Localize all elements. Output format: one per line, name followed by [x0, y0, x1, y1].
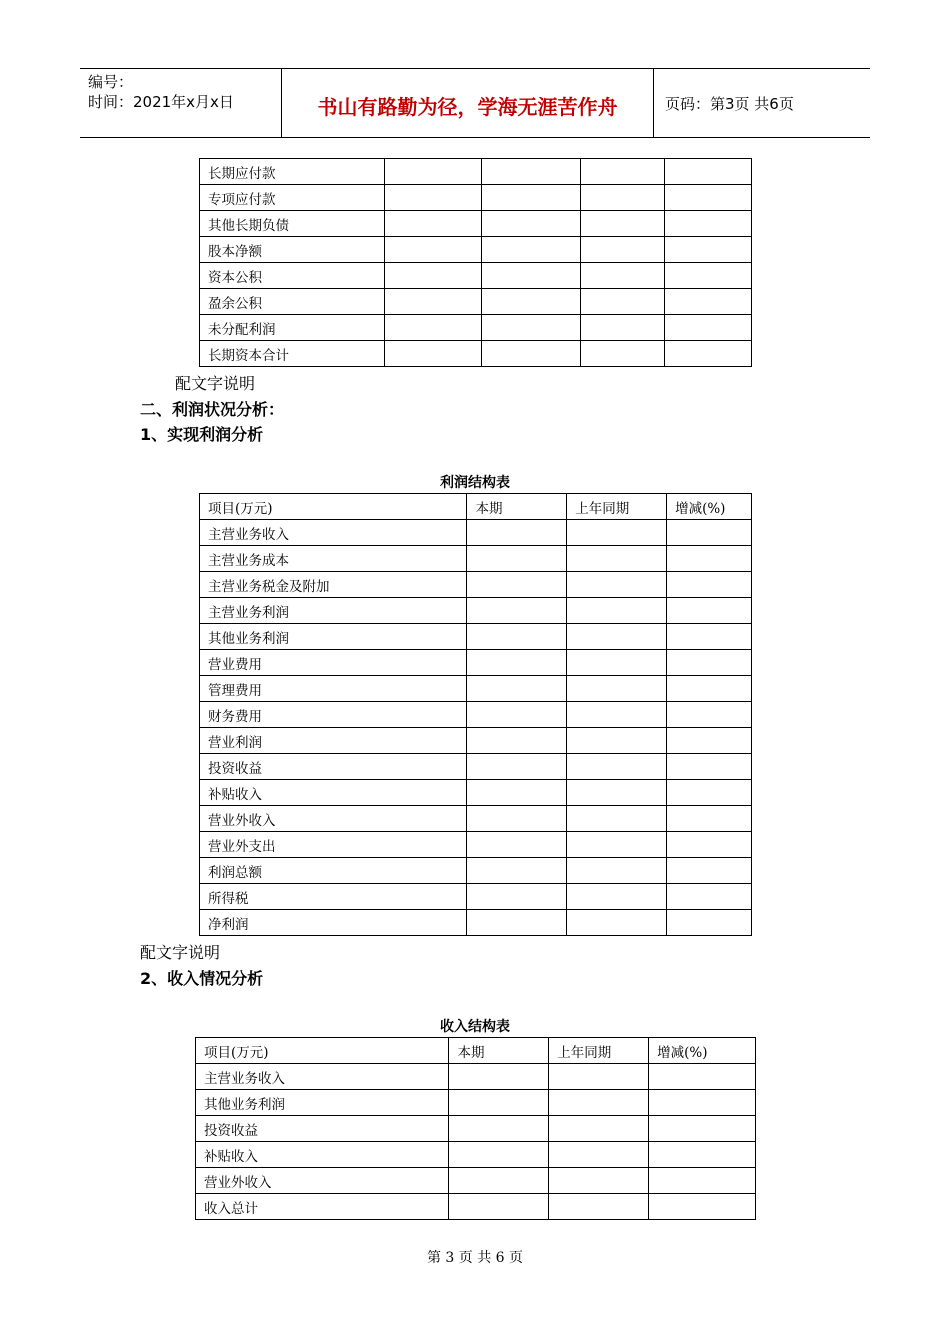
table-cell	[567, 598, 667, 624]
slogan: 书山有路勤为径，学海无涯苦作舟	[317, 95, 618, 119]
row-label: 营业外支出	[200, 832, 467, 858]
table-cell	[667, 676, 752, 702]
table-cell	[549, 1090, 649, 1116]
table-row	[200, 263, 752, 289]
table-row	[200, 520, 752, 546]
table-cell	[567, 624, 667, 650]
table-row	[196, 1194, 756, 1220]
date-label: 时间：2021年x月x日	[88, 93, 234, 111]
table-cell	[665, 211, 752, 237]
profit-structure-table	[199, 493, 752, 936]
table-row	[200, 624, 752, 650]
income-structure-table	[195, 1037, 756, 1220]
table-cell	[467, 780, 567, 806]
column-header: 项目(万元)	[196, 1038, 449, 1064]
table-cell	[449, 1194, 549, 1220]
table-cell	[581, 315, 665, 341]
table-cell	[649, 1168, 756, 1194]
table-cell	[667, 624, 752, 650]
table-row	[196, 1168, 756, 1194]
table-row	[200, 676, 752, 702]
table-cell	[467, 676, 567, 702]
table-row	[196, 1064, 756, 1090]
row-label: 其他业务利润	[196, 1090, 449, 1116]
table-header-row	[200, 494, 752, 520]
row-label: 净利润	[200, 910, 467, 936]
table-row	[200, 315, 752, 341]
table-cell	[481, 185, 581, 211]
table-cell	[667, 572, 752, 598]
table-cell	[667, 702, 752, 728]
table-cell	[549, 1064, 649, 1090]
table-row	[196, 1116, 756, 1142]
column-header: 本期	[467, 494, 567, 520]
table-row	[200, 702, 752, 728]
table-cell	[665, 341, 752, 367]
table-cell	[581, 263, 665, 289]
table-cell	[567, 702, 667, 728]
row-label: 管理费用	[200, 676, 467, 702]
row-label: 长期资本合计	[200, 341, 385, 367]
table-cell	[567, 650, 667, 676]
table-cell	[581, 185, 665, 211]
table-cell	[449, 1090, 549, 1116]
table-cell	[449, 1168, 549, 1194]
table-cell	[467, 624, 567, 650]
table-row	[200, 806, 752, 832]
table-row	[200, 237, 752, 263]
table-cell	[667, 884, 752, 910]
table-cell	[667, 598, 752, 624]
table-cell	[667, 520, 752, 546]
row-label: 主营业务收入	[200, 520, 467, 546]
column-header: 增减(%)	[649, 1038, 756, 1064]
table-cell	[567, 728, 667, 754]
row-label: 盈余公积	[200, 289, 385, 315]
row-label: 未分配利润	[200, 315, 385, 341]
table-cell	[567, 806, 667, 832]
row-label: 补贴收入	[196, 1142, 449, 1168]
profit-table-title: 利润结构表	[440, 475, 510, 491]
row-label: 其他业务利润	[200, 624, 467, 650]
row-label: 主营业务收入	[196, 1064, 449, 1090]
table-cell	[549, 1142, 649, 1168]
table-cell	[481, 211, 581, 237]
income-table-title: 收入结构表	[440, 1019, 510, 1035]
table-cell	[467, 858, 567, 884]
table-cell	[467, 572, 567, 598]
table-row	[200, 858, 752, 884]
column-header: 项目(万元)	[200, 494, 467, 520]
table-cell	[665, 159, 752, 185]
row-label: 投资收益	[196, 1116, 449, 1142]
table-cell	[567, 910, 667, 936]
row-label: 利润总额	[200, 858, 467, 884]
table-cell	[667, 650, 752, 676]
number-label: 编号：	[88, 73, 134, 91]
table-row	[200, 546, 752, 572]
table-cell	[667, 728, 752, 754]
table-cell	[567, 520, 667, 546]
table-cell	[567, 546, 667, 572]
caption-2: 配文字说明	[140, 943, 221, 962]
row-label: 主营业务税金及附加	[200, 572, 467, 598]
table-cell	[549, 1168, 649, 1194]
table-row	[200, 341, 752, 367]
table-row	[200, 211, 752, 237]
table-row	[200, 884, 752, 910]
column-header: 上年同期	[549, 1038, 649, 1064]
caption-1: 配文字说明	[175, 374, 256, 393]
table-row	[200, 728, 752, 754]
table-cell	[649, 1090, 756, 1116]
table-cell	[384, 263, 481, 289]
table-cell	[581, 237, 665, 263]
subsection-2-heading: 2、收入情况分析	[140, 969, 264, 988]
page-header	[80, 68, 870, 138]
table-row	[200, 289, 752, 315]
table-cell	[467, 832, 567, 858]
table-cell	[567, 858, 667, 884]
table-cell	[481, 237, 581, 263]
table-cell	[665, 185, 752, 211]
row-label: 长期应付款	[200, 159, 385, 185]
row-label: 营业利润	[200, 728, 467, 754]
table-cell	[581, 211, 665, 237]
row-label: 主营业务利润	[200, 598, 467, 624]
table-cell	[649, 1116, 756, 1142]
row-label: 股本净额	[200, 237, 385, 263]
table-cell	[549, 1194, 649, 1220]
table-cell	[667, 832, 752, 858]
table-cell	[649, 1194, 756, 1220]
table-cell	[384, 315, 481, 341]
subsection-1-heading: 1、实现利润分析	[140, 425, 264, 444]
table-row	[196, 1142, 756, 1168]
table-row	[200, 159, 752, 185]
table-row	[200, 754, 752, 780]
table-cell	[665, 237, 752, 263]
table-cell	[481, 159, 581, 185]
table-cell	[384, 185, 481, 211]
table-cell	[665, 315, 752, 341]
row-label: 其他长期负债	[200, 211, 385, 237]
table-cell	[567, 884, 667, 910]
table-cell	[649, 1142, 756, 1168]
row-label: 所得税	[200, 884, 467, 910]
row-label: 投资收益	[200, 754, 467, 780]
row-label: 营业外收入	[196, 1168, 449, 1194]
page-label: 页码：第3页 共6页	[665, 95, 794, 113]
table-cell	[649, 1064, 756, 1090]
table-cell	[467, 728, 567, 754]
table-cell	[567, 754, 667, 780]
table-cell	[384, 159, 481, 185]
table-cell	[567, 572, 667, 598]
table-cell	[467, 598, 567, 624]
table-row	[200, 780, 752, 806]
column-header: 本期	[449, 1038, 549, 1064]
table-cell	[549, 1116, 649, 1142]
section-2-heading: 二、利润状况分析：	[140, 400, 285, 419]
table-cell	[581, 289, 665, 315]
row-label: 补贴收入	[200, 780, 467, 806]
table-cell	[467, 546, 567, 572]
table-cell	[667, 806, 752, 832]
table-cell	[581, 159, 665, 185]
table-cell	[449, 1116, 549, 1142]
table-cell	[667, 546, 752, 572]
table-row	[200, 650, 752, 676]
table-cell	[667, 780, 752, 806]
column-header: 上年同期	[567, 494, 667, 520]
table-row	[200, 185, 752, 211]
table-cell	[467, 520, 567, 546]
table-cell	[467, 806, 567, 832]
table-cell	[449, 1064, 549, 1090]
table-cell	[567, 780, 667, 806]
table-row	[200, 832, 752, 858]
table-cell	[667, 754, 752, 780]
table-cell	[481, 289, 581, 315]
row-label: 专项应付款	[200, 185, 385, 211]
row-label: 收入总计	[196, 1194, 449, 1220]
table-row	[200, 572, 752, 598]
row-label: 主营业务成本	[200, 546, 467, 572]
header-info-cell	[80, 69, 282, 137]
table-row	[196, 1090, 756, 1116]
long-term-capital-table	[199, 158, 752, 367]
table-cell	[581, 341, 665, 367]
column-header: 增减(%)	[667, 494, 752, 520]
table-cell	[481, 341, 581, 367]
row-label: 资本公积	[200, 263, 385, 289]
table-cell	[567, 832, 667, 858]
row-label: 营业费用	[200, 650, 467, 676]
table-cell	[665, 263, 752, 289]
table-cell	[449, 1142, 549, 1168]
table-cell	[481, 315, 581, 341]
table-cell	[467, 650, 567, 676]
table-cell	[467, 702, 567, 728]
table-cell	[384, 341, 481, 367]
table-cell	[467, 884, 567, 910]
table-header-row	[196, 1038, 756, 1064]
table-cell	[665, 289, 752, 315]
table-cell	[384, 289, 481, 315]
table-cell	[384, 237, 481, 263]
table-cell	[667, 910, 752, 936]
header-slogan-cell	[282, 69, 654, 137]
table-row	[200, 910, 752, 936]
table-row	[200, 598, 752, 624]
row-label: 营业外收入	[200, 806, 467, 832]
table-cell	[567, 676, 667, 702]
table-cell	[667, 858, 752, 884]
table-cell	[467, 754, 567, 780]
table-cell	[384, 211, 481, 237]
table-cell	[481, 263, 581, 289]
page-footer: 第 3 页 共 6 页	[426, 1250, 524, 1266]
row-label: 财务费用	[200, 702, 467, 728]
table-cell	[467, 910, 567, 936]
